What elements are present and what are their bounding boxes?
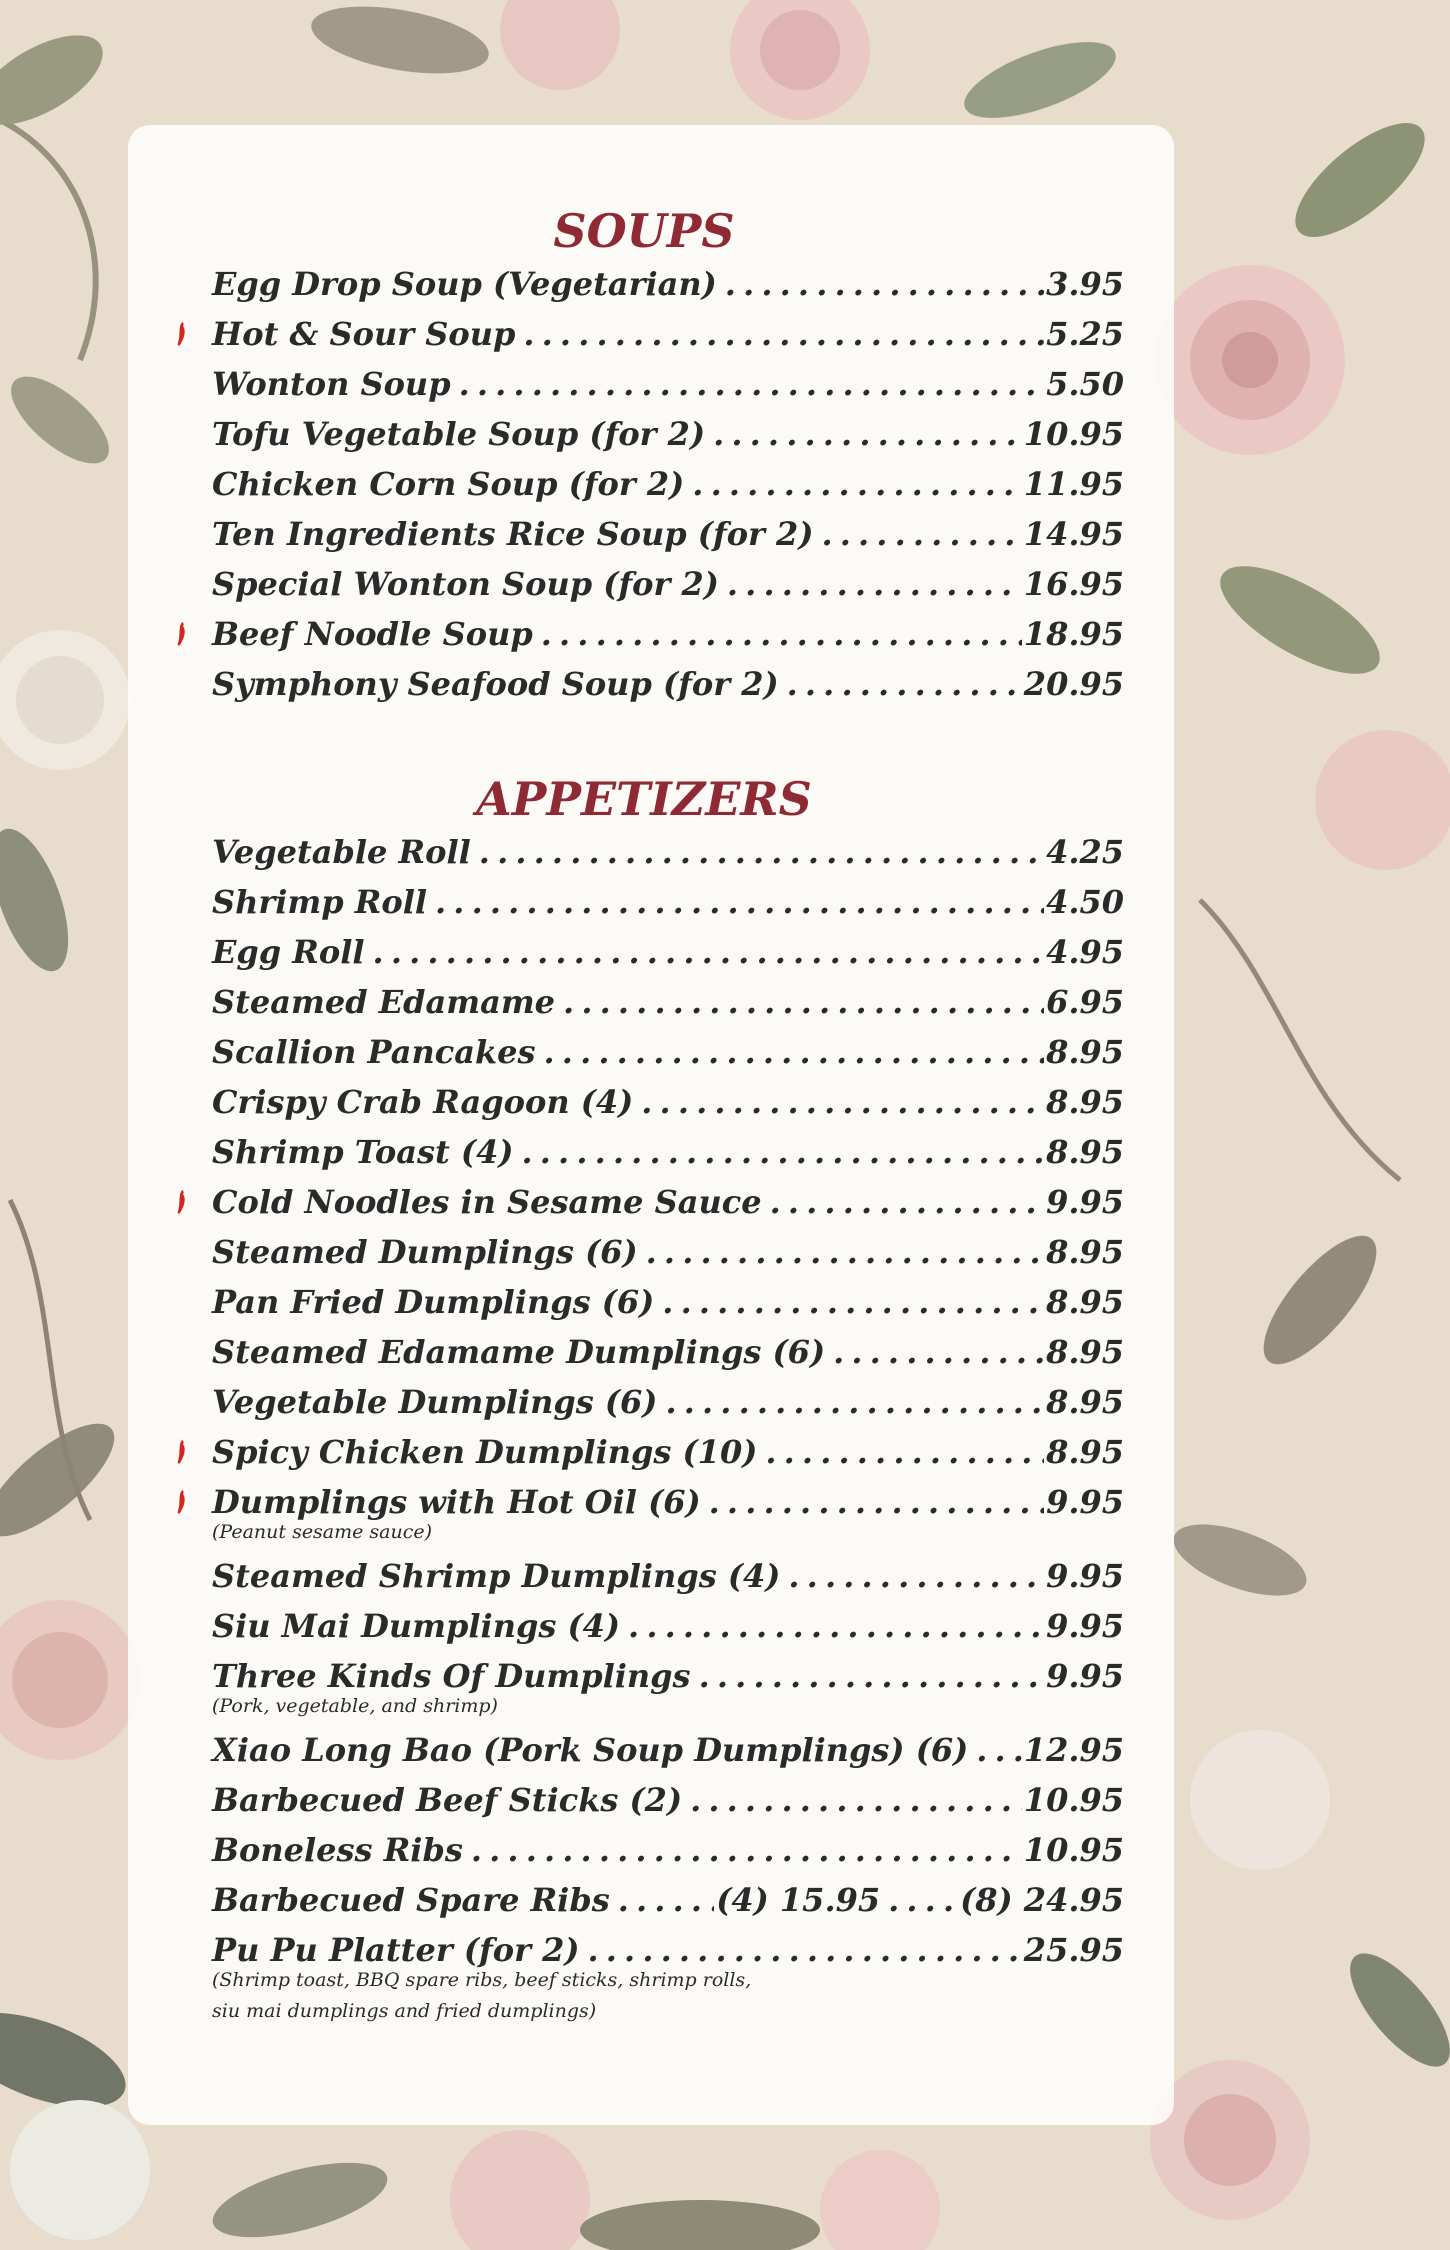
- menu-item: [212, 927, 1124, 977]
- menu-item-line: [212, 1427, 1124, 1477]
- chili-pepper-icon: [174, 1439, 188, 1465]
- menu-item: [212, 659, 1124, 709]
- menu-item-price: 4.95: [1046, 933, 1124, 971]
- menu-item-name: Xiao Long Bao (Pork Soup Dumplings) (6): [212, 1731, 969, 1769]
- dot-leader: [709, 1477, 1044, 1527]
- menu-item-name: Vegetable Roll: [212, 833, 471, 871]
- menu-item: [212, 459, 1124, 509]
- menu-item-line: [212, 1601, 1124, 1651]
- dot-leader: [662, 1277, 1044, 1327]
- menu-item-price: 10.95: [1023, 1831, 1124, 1869]
- dot-leader: [788, 1551, 1044, 1601]
- dot-leader: [544, 1027, 1045, 1077]
- menu-item-name: Special Wonton Soup (for 2): [212, 565, 719, 603]
- menu-item: [212, 877, 1124, 927]
- dot-leader: [459, 359, 1045, 409]
- menu-item-line: [212, 509, 1124, 559]
- menu-item-price: (4) 15.95: [716, 1881, 881, 1919]
- menu-item: [212, 1651, 1124, 1719]
- menu-item-price: 25.95: [1023, 1931, 1124, 1969]
- menu-item-line: [212, 559, 1124, 609]
- menu-item-price: 12.95: [1023, 1731, 1124, 1769]
- menu-item-name: Steamed Dumplings (6): [212, 1233, 638, 1271]
- menu-item-price: 8.95: [1046, 1433, 1124, 1471]
- dot-leader: [471, 1825, 1022, 1875]
- menu-item-line: [212, 659, 1124, 709]
- menu-item: [212, 509, 1124, 559]
- menu-item-line: [212, 609, 1124, 659]
- menu-item-description: siu mai dumplings and fried dumplings): [212, 2000, 597, 2022]
- menu-item: [212, 1277, 1124, 1327]
- menu-item-name: Barbecued Beef Sticks (2): [212, 1781, 683, 1819]
- menu-item-line: [212, 1077, 1124, 1127]
- menu-item-name: Steamed Edamame Dumplings (6): [212, 1333, 826, 1371]
- dot-leader: [699, 1651, 1045, 1701]
- menu-item-line: [212, 1775, 1124, 1825]
- menu-item-name: Hot & Sour Soup: [212, 315, 516, 353]
- soups-list: [212, 259, 1124, 709]
- dot-leader: [821, 509, 1021, 559]
- menu-item-line: [212, 1027, 1124, 1077]
- menu-item: [212, 1477, 1124, 1545]
- soups-heading: SOUPS: [553, 204, 735, 258]
- menu-item-name: Pan Fried Dumplings (6): [212, 1283, 655, 1321]
- menu-item-price: 20.95: [1023, 665, 1124, 703]
- dot-leader: [765, 1427, 1044, 1477]
- menu-item-price: 9.95: [1046, 1183, 1124, 1221]
- menu-item-description: (Shrimp toast, BBQ spare ribs, beef sticks, shrimp rolls,: [212, 1969, 752, 1991]
- menu-item-price: 8.95: [1046, 1333, 1124, 1371]
- menu-item-name: Shrimp Toast (4): [212, 1133, 514, 1171]
- chili-pepper-icon: [174, 1189, 188, 1215]
- menu-item-line: [212, 1377, 1124, 1427]
- menu-item-price: 8.95: [1046, 1133, 1124, 1171]
- menu-item-price: 10.95: [1023, 415, 1124, 453]
- menu-item-name: Steamed Shrimp Dumplings (4): [212, 1557, 781, 1595]
- menu-item-description: (Peanut sesame sauce): [212, 1521, 433, 1543]
- menu-item: [212, 1725, 1124, 1775]
- dot-leader: [976, 1725, 1022, 1775]
- menu-item-name: Vegetable Dumplings (6): [212, 1383, 658, 1421]
- menu-item-price: 18.95: [1023, 615, 1124, 653]
- menu-item: [212, 1027, 1124, 1077]
- dot-leader: [373, 927, 1045, 977]
- menu-item-line: [212, 1277, 1124, 1327]
- dot-leader: [523, 309, 1044, 359]
- dot-leader: [521, 1127, 1044, 1177]
- menu-item-name: Barbecued Spare Ribs: [212, 1881, 610, 1919]
- menu-item-name: Shrimp Roll: [212, 883, 428, 921]
- menu-item-price: 9.95: [1046, 1657, 1124, 1695]
- menu-item: [212, 977, 1124, 1027]
- menu-item-price: 5.50: [1046, 365, 1124, 403]
- menu-item: [212, 1077, 1124, 1127]
- menu-item-price-large: (8) 24.95: [960, 1881, 1124, 1919]
- menu-item: [212, 827, 1124, 877]
- menu-item: [212, 1327, 1124, 1377]
- menu-item-line: [212, 877, 1124, 927]
- dot-leader: [770, 1177, 1045, 1227]
- dot-leader: [725, 259, 1044, 309]
- appetizers-heading: APPETIZERS: [476, 772, 812, 826]
- menu-item-line: [212, 977, 1124, 1027]
- menu-item: [212, 1825, 1124, 1875]
- menu-item-price: 8.95: [1046, 1383, 1124, 1421]
- menu-item-line: [212, 459, 1124, 509]
- menu-item: [212, 409, 1124, 459]
- dot-leader: [641, 1077, 1044, 1127]
- menu-item: [212, 1551, 1124, 1601]
- dot-leader: [665, 1377, 1044, 1427]
- menu-item-name: Spicy Chicken Dumplings (10): [212, 1433, 758, 1471]
- menu-item: [212, 359, 1124, 409]
- menu-item-line: [212, 1551, 1124, 1601]
- menu-item-name: Siu Mai Dumplings (4): [212, 1607, 621, 1645]
- chili-pepper-icon: [174, 321, 188, 347]
- menu-item-price: 4.25: [1046, 833, 1124, 871]
- dot-leader: [435, 877, 1044, 927]
- menu-item-price: 11.95: [1023, 465, 1124, 503]
- menu-item: [212, 1377, 1124, 1427]
- menu-item-price: 6.95: [1046, 983, 1124, 1021]
- menu-item-price: 8.95: [1046, 1233, 1124, 1271]
- menu-item: [212, 1127, 1124, 1177]
- menu-item-name: Three Kinds Of Dumplings: [212, 1657, 691, 1695]
- menu-item-price: 16.95: [1023, 565, 1124, 603]
- menu-item-line: [212, 1177, 1124, 1227]
- menu-item-name: Crispy Crab Ragoon (4): [212, 1083, 634, 1121]
- menu-item-line: [212, 1227, 1124, 1277]
- dot-leader: [628, 1601, 1044, 1651]
- menu-item-line: [212, 259, 1124, 309]
- menu-item-line: [212, 827, 1124, 877]
- dot-leader: [618, 1875, 715, 1925]
- menu-item-price: 10.95: [1023, 1781, 1124, 1819]
- soups-section: [212, 203, 1124, 709]
- dot-leader: [479, 827, 1044, 877]
- dot-leader: [787, 659, 1022, 709]
- menu-item-name: Boneless Ribs: [212, 1831, 463, 1869]
- menu-item-name: Steamed Edamame: [212, 983, 556, 1021]
- menu-item: [212, 1775, 1124, 1825]
- menu-item-price: 3.95: [1046, 265, 1124, 303]
- menu-item-name: Ten Ingredients Rice Soup (for 2): [212, 515, 814, 553]
- dot-leader: [692, 459, 1022, 509]
- menu-item-line: [212, 1127, 1124, 1177]
- menu-item-name: Chicken Corn Soup (for 2): [212, 465, 685, 503]
- menu-item-price: 8.95: [1046, 1033, 1124, 1071]
- menu-item-line: [212, 409, 1124, 459]
- dot-leader: [888, 1875, 958, 1925]
- dot-leader: [563, 977, 1044, 1027]
- menu-item-line: [212, 1825, 1124, 1875]
- menu-item-price: 5.25: [1046, 315, 1124, 353]
- menu-item-description: (Pork, vegetable, and shrimp): [212, 1695, 498, 1717]
- dot-leader: [833, 1327, 1044, 1377]
- menu-item-line: [212, 1725, 1124, 1775]
- menu-item-line: [212, 927, 1124, 977]
- menu-card: [128, 125, 1174, 2125]
- dot-leader: [646, 1227, 1044, 1277]
- menu-item-name: Wonton Soup: [212, 365, 451, 403]
- chili-pepper-icon: [174, 1489, 188, 1515]
- chili-pepper-icon: [174, 621, 188, 647]
- menu-item-price: 8.95: [1046, 1283, 1124, 1321]
- appetizers-list: [212, 827, 1124, 2024]
- menu-item-price: 4.50: [1046, 883, 1124, 921]
- menu-item-name: Tofu Vegetable Soup (for 2): [212, 415, 706, 453]
- menu-item-name: Beef Noodle Soup: [212, 615, 533, 653]
- menu-item-price: 9.95: [1046, 1557, 1124, 1595]
- menu-item-name: Cold Noodles in Sesame Sauce: [212, 1183, 762, 1221]
- menu-item: [212, 259, 1124, 309]
- menu-item: [212, 309, 1124, 359]
- menu-item-line: [212, 1875, 1124, 1925]
- menu-item: [212, 1177, 1124, 1227]
- menu-item-name: Symphony Seafood Soup (for 2): [212, 665, 779, 703]
- menu-item-name: Scallion Pancakes: [212, 1033, 536, 1071]
- menu-item: [212, 1875, 1124, 1925]
- menu-item: [212, 559, 1124, 609]
- menu-item-price: 14.95: [1023, 515, 1124, 553]
- menu-item-line: [212, 309, 1124, 359]
- menu-item: [212, 1601, 1124, 1651]
- appetizers-section: [212, 771, 1124, 2024]
- menu-item-name: Egg Drop Soup (Vegetarian): [212, 265, 717, 303]
- menu-item-name: Egg Roll: [212, 933, 365, 971]
- menu-item: [212, 1227, 1124, 1277]
- menu-item-line: [212, 1327, 1124, 1377]
- menu-item-name: Dumplings with Hot Oil (6): [212, 1483, 701, 1521]
- dot-leader: [541, 609, 1022, 659]
- menu-item: [212, 1427, 1124, 1477]
- menu-item: [212, 609, 1124, 659]
- menu-item-price: 9.95: [1046, 1607, 1124, 1645]
- menu-item-price: 9.95: [1046, 1483, 1124, 1521]
- menu-item-price: 8.95: [1046, 1083, 1124, 1121]
- menu-item-name: Pu Pu Platter (for 2): [212, 1931, 580, 1969]
- menu-item-line: [212, 359, 1124, 409]
- dot-leader: [727, 559, 1022, 609]
- dot-leader: [713, 409, 1022, 459]
- menu-item: [212, 1925, 1124, 2024]
- dot-leader: [690, 1775, 1022, 1825]
